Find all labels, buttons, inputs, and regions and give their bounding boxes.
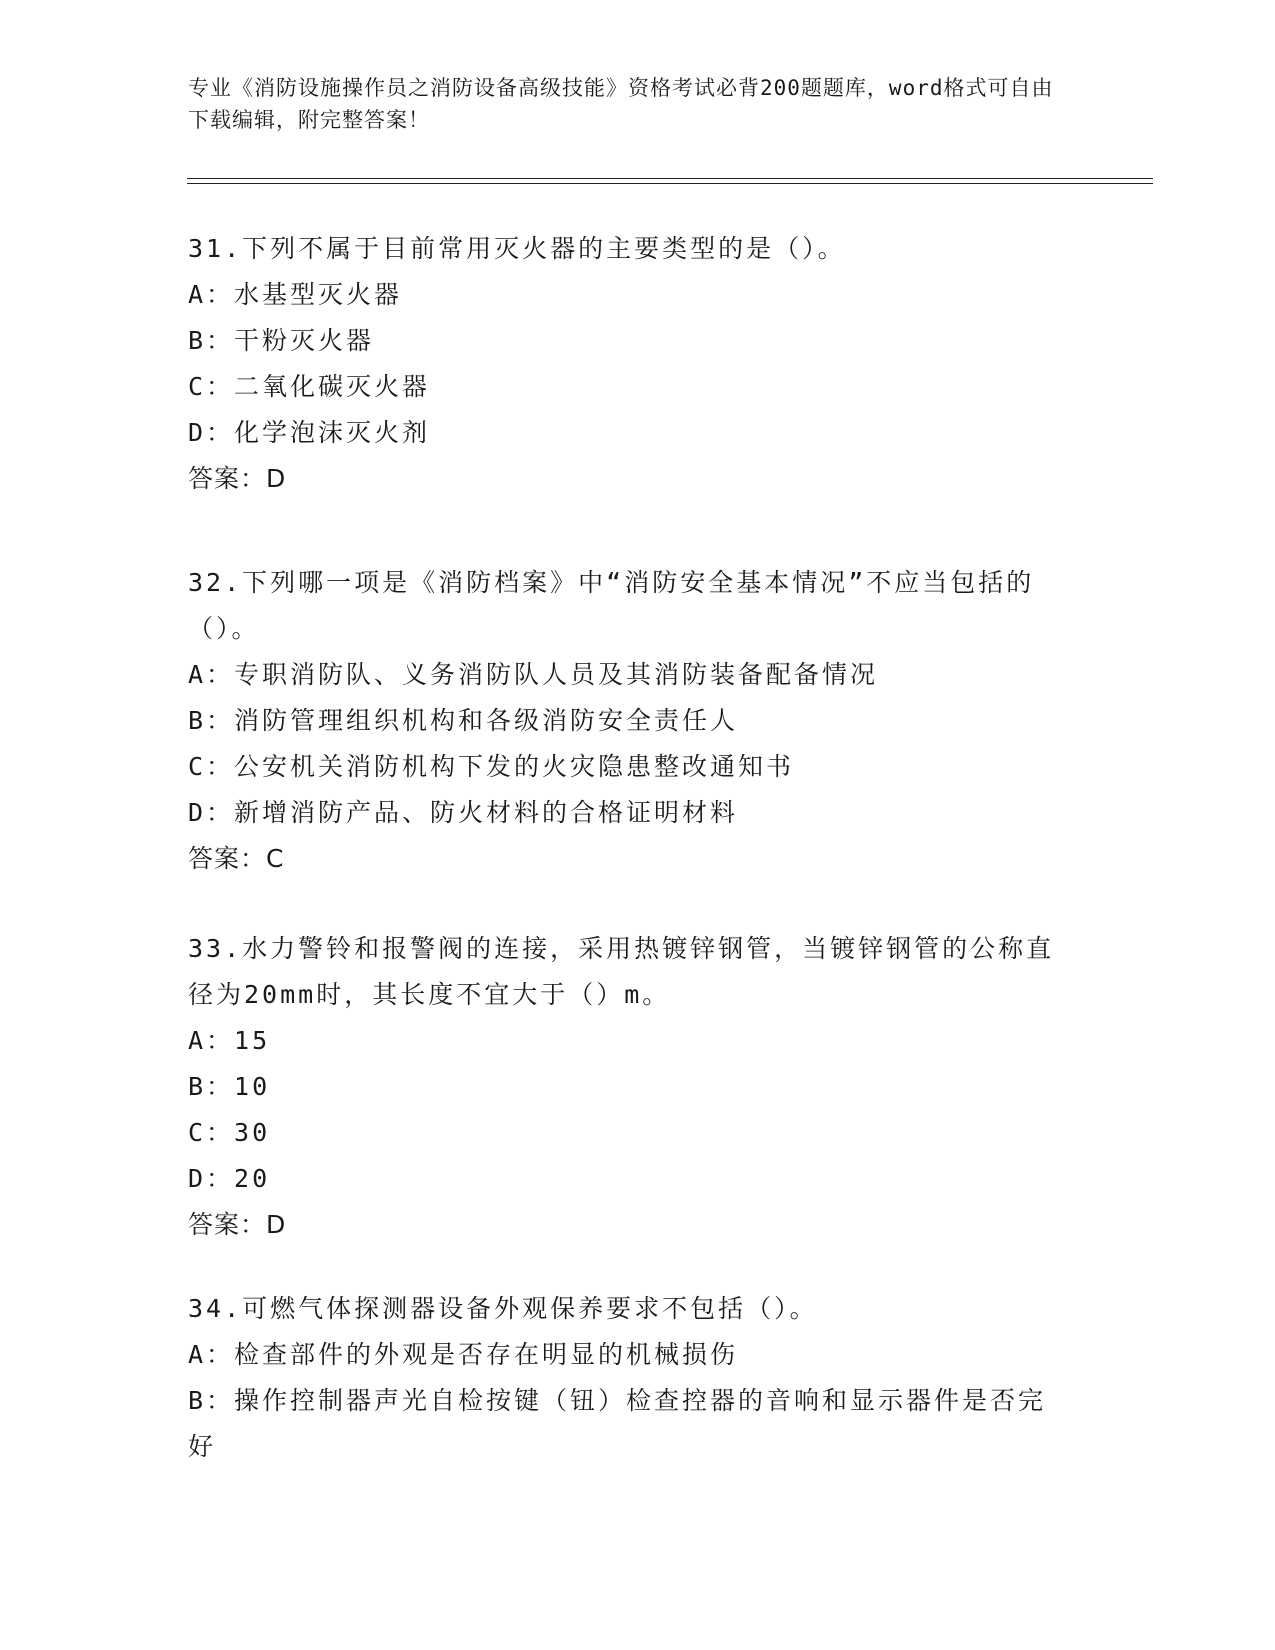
question-33 <box>188 926 1068 1248</box>
option-d: D：新增消防产品、防火材料的合格证明材料 <box>188 798 739 827</box>
question-stem: 33.水力警铃和报警阀的连接，采用热镀锌钢管，当镀锌钢管的公称直径为20mm时，其长度不宜大于（）m。 <box>188 934 1055 1009</box>
option-b: B：10 <box>188 1072 271 1101</box>
option-a: A：检查部件的外观是否存在明显的机械损伤 <box>188 1340 739 1369</box>
option-c: C：30 <box>188 1118 271 1147</box>
option-c: C：公安机关消防机构下发的火灾隐患整改通知书 <box>188 752 795 781</box>
option-d: D：化学泡沫灭火剂 <box>188 418 431 447</box>
option-b: B：操作控制器声光自检按键（钮）检查控器的音响和显示器件是否完好 <box>188 1386 1047 1461</box>
option-c: C：二氧化碳灭火器 <box>188 372 431 401</box>
question-34 <box>188 1286 1068 1470</box>
answer-label: 答案：D <box>188 1210 287 1239</box>
question-stem: 32.下列哪一项是《消防档案》中“消防安全基本情况”不应当包括的（）。 <box>188 568 1035 643</box>
document-intro: 专业《消防设施操作员之消防设备高级技能》资格考试必背200题题库，word格式可自由下载编辑，附完整答案！ <box>188 76 1054 132</box>
answer-label: 答案：D <box>188 464 287 493</box>
header-divider-top <box>187 178 1153 179</box>
option-a: A：水基型灭火器 <box>188 280 403 309</box>
answer-label: 答案：C <box>188 844 285 873</box>
question-32 <box>188 560 1068 882</box>
option-b: B：消防管理组织机构和各级消防安全责任人 <box>188 706 739 735</box>
question-stem: 34.可燃气体探测器设备外观保养要求不包括（）。 <box>188 1294 818 1323</box>
question-stem: 31.下列不属于目前常用灭火器的主要类型的是（）。 <box>188 234 846 263</box>
option-b: B：干粉灭火器 <box>188 326 375 355</box>
header-divider-bottom <box>187 183 1153 184</box>
option-a: A：15 <box>188 1026 271 1055</box>
question-31 <box>188 226 1068 502</box>
option-d: D：20 <box>188 1164 271 1193</box>
option-a: A：专职消防队、义务消防队人员及其消防装备配备情况 <box>188 660 879 689</box>
